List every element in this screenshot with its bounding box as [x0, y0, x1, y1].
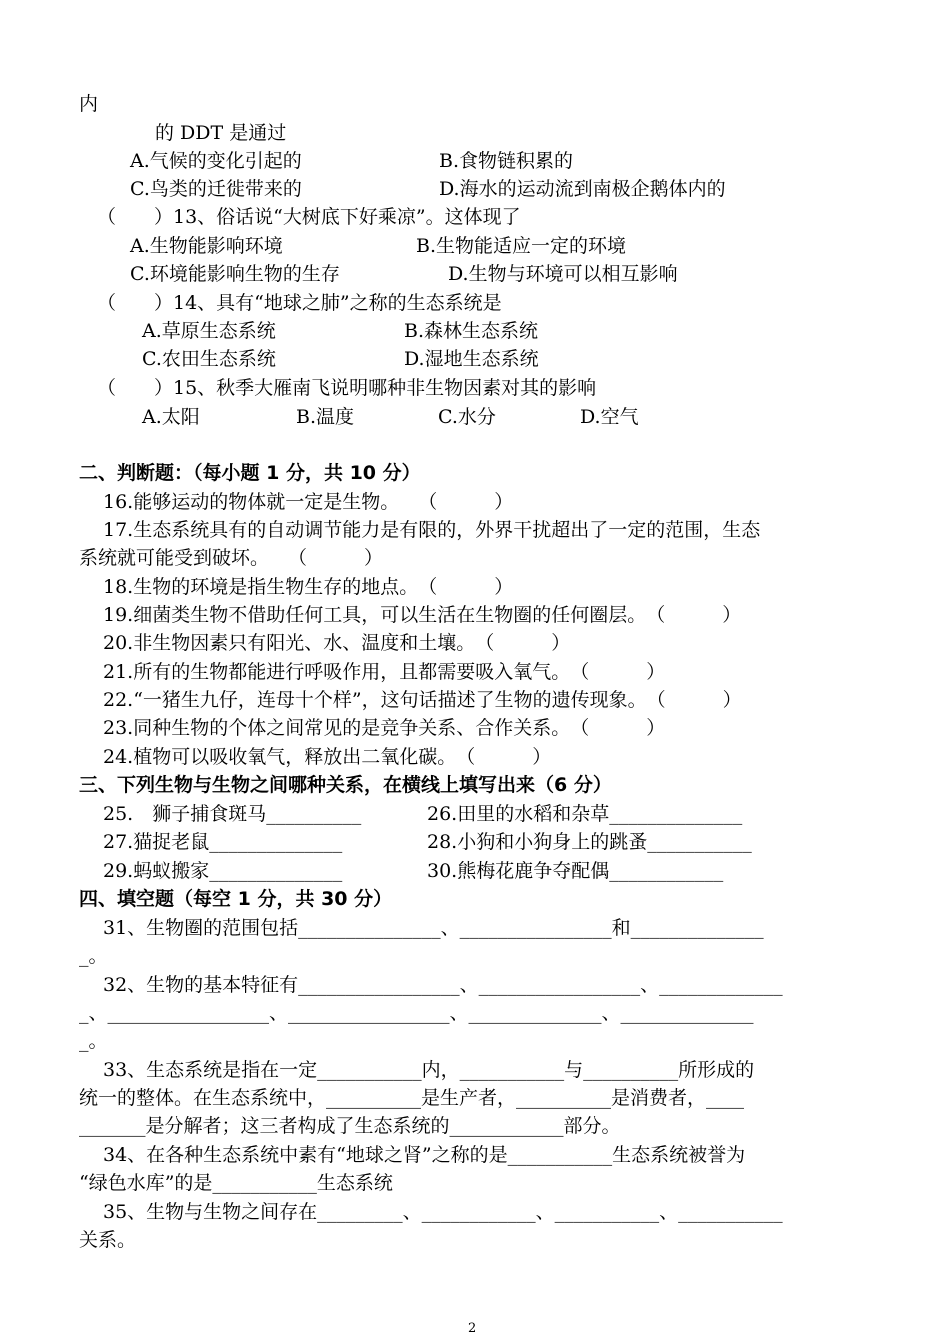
question-16: 16.能够运动的物体就一定是生物。 （ ）	[103, 491, 514, 513]
option-c: C.鸟类的迁徙带来的	[130, 178, 302, 200]
question-text: （ ）15、秋季大雁南飞说明哪种非生物因素对其的影响	[97, 377, 597, 399]
question-27: 27.猫捉老鼠______________	[103, 831, 343, 853]
option-b: B.食物链积累的	[439, 150, 574, 172]
question-25: 25. 狮子捕食斑马__________	[103, 803, 362, 825]
text-line: 内	[79, 93, 99, 115]
option-d: D.空气	[580, 406, 639, 428]
option-b: B.森林生态系统	[404, 320, 539, 342]
question-32-continued: _、_________________、_________________、______________、______________	[79, 1002, 754, 1024]
option-d: D.湿地生态系统	[404, 348, 539, 370]
text-line: 的 DDT 是通过	[155, 122, 287, 144]
question-26: 26.田里的水稻和杂草______________	[427, 803, 743, 825]
question-22: 22.“一猪生九仔，连母十个样”，这句话描述了生物的遗传现象。 （ ）	[103, 689, 742, 711]
option-a: A.太阳	[142, 406, 200, 428]
option-b: B.温度	[296, 406, 355, 428]
option-c: C.环境能影响生物的生存	[130, 263, 340, 285]
question-21: 21.所有的生物都能进行呼吸作用，且都需要吸入氧气。 （ ）	[103, 661, 666, 683]
question-34: 34、在各种生态系统中素有“地球之肾”之称的是___________生态系统被誉为	[103, 1144, 746, 1166]
question-31: 31、生物圈的范围包括_______________、________________和______________	[103, 917, 764, 939]
question-text: （ ）14、具有“地球之肺”之称的生态系统是	[97, 292, 502, 314]
question-23: 23.同种生物的个体之间常见的是竞争关系、合作关系。 （ ）	[103, 717, 666, 739]
question-34-continued: “绿色水库”的是___________生态系统	[79, 1172, 393, 1194]
section-heading: 二、判断题：（每小题 1 分，共 10 分）	[79, 462, 421, 484]
question-35: 35、生物与生物之间存在_________、____________、___________、___________	[103, 1201, 783, 1223]
question-24: 24.植物可以吸收氧气，释放出二氧化碳。 （ ）	[103, 746, 552, 768]
option-a: A.草原生态系统	[142, 320, 276, 342]
question-30: 30.熊梅花鹿争夺配偶____________	[427, 860, 724, 882]
option-a: A.生物能影响环境	[130, 235, 283, 257]
question-18: 18.生物的环境是指生物生存的地点。 （ ）	[103, 576, 514, 598]
option-d: D.生物与环境可以相互影响	[448, 263, 678, 285]
question-32: 32、生物的基本特征有_________________、_________________、_____________	[103, 974, 783, 996]
question-33-end: _______是分解者；这三者构成了生态系统的____________部分。	[79, 1115, 621, 1137]
question-29: 29.蚂蚁搬家______________	[103, 860, 343, 882]
question-35-continued: 关系。	[79, 1229, 137, 1251]
question-17-continued: 系统就可能受到破坏。 （ ）	[79, 547, 384, 569]
question-17: 17.生态系统具有的自动调节能力是有限的，外界干扰超出了一定的范围，生态	[103, 519, 761, 541]
page-number: 2	[468, 1321, 477, 1336]
option-a: A.气候的变化引起的	[130, 150, 302, 172]
option-c: C.农田生态系统	[142, 348, 276, 370]
question-33: 33、生态系统是指在一定___________内，___________与__________所形成的	[103, 1059, 755, 1081]
option-c: C.水分	[438, 406, 496, 428]
section-heading: 四、填空题（每空 1 分，共 30 分）	[79, 888, 393, 910]
question-31-continued: _。	[79, 945, 108, 967]
question-33-continued: 统一的整体。在生态系统中，__________是生产者，__________是消费者，____	[79, 1087, 745, 1109]
option-b: B.生物能适应一定的环境	[416, 235, 627, 257]
section-heading: 三、下列生物与生物之间哪种关系，在横线上填写出来（6 分）	[79, 774, 612, 796]
question-20: 20.非生物因素只有阳光、水、温度和土壤。 （ ）	[103, 632, 571, 654]
question-32-end: _。	[79, 1030, 108, 1052]
question-text: （ ）13、俗话说“大树底下好乘凉”。这体现了	[97, 206, 521, 228]
question-19: 19.细菌类生物不借助任何工具，可以生活在生物圈的任何圈层。 （ ）	[103, 604, 742, 626]
option-d: D.海水的运动流到南极企鹅体内的	[439, 178, 726, 200]
question-28: 28.小狗和小狗身上的跳蚤___________	[427, 831, 752, 853]
